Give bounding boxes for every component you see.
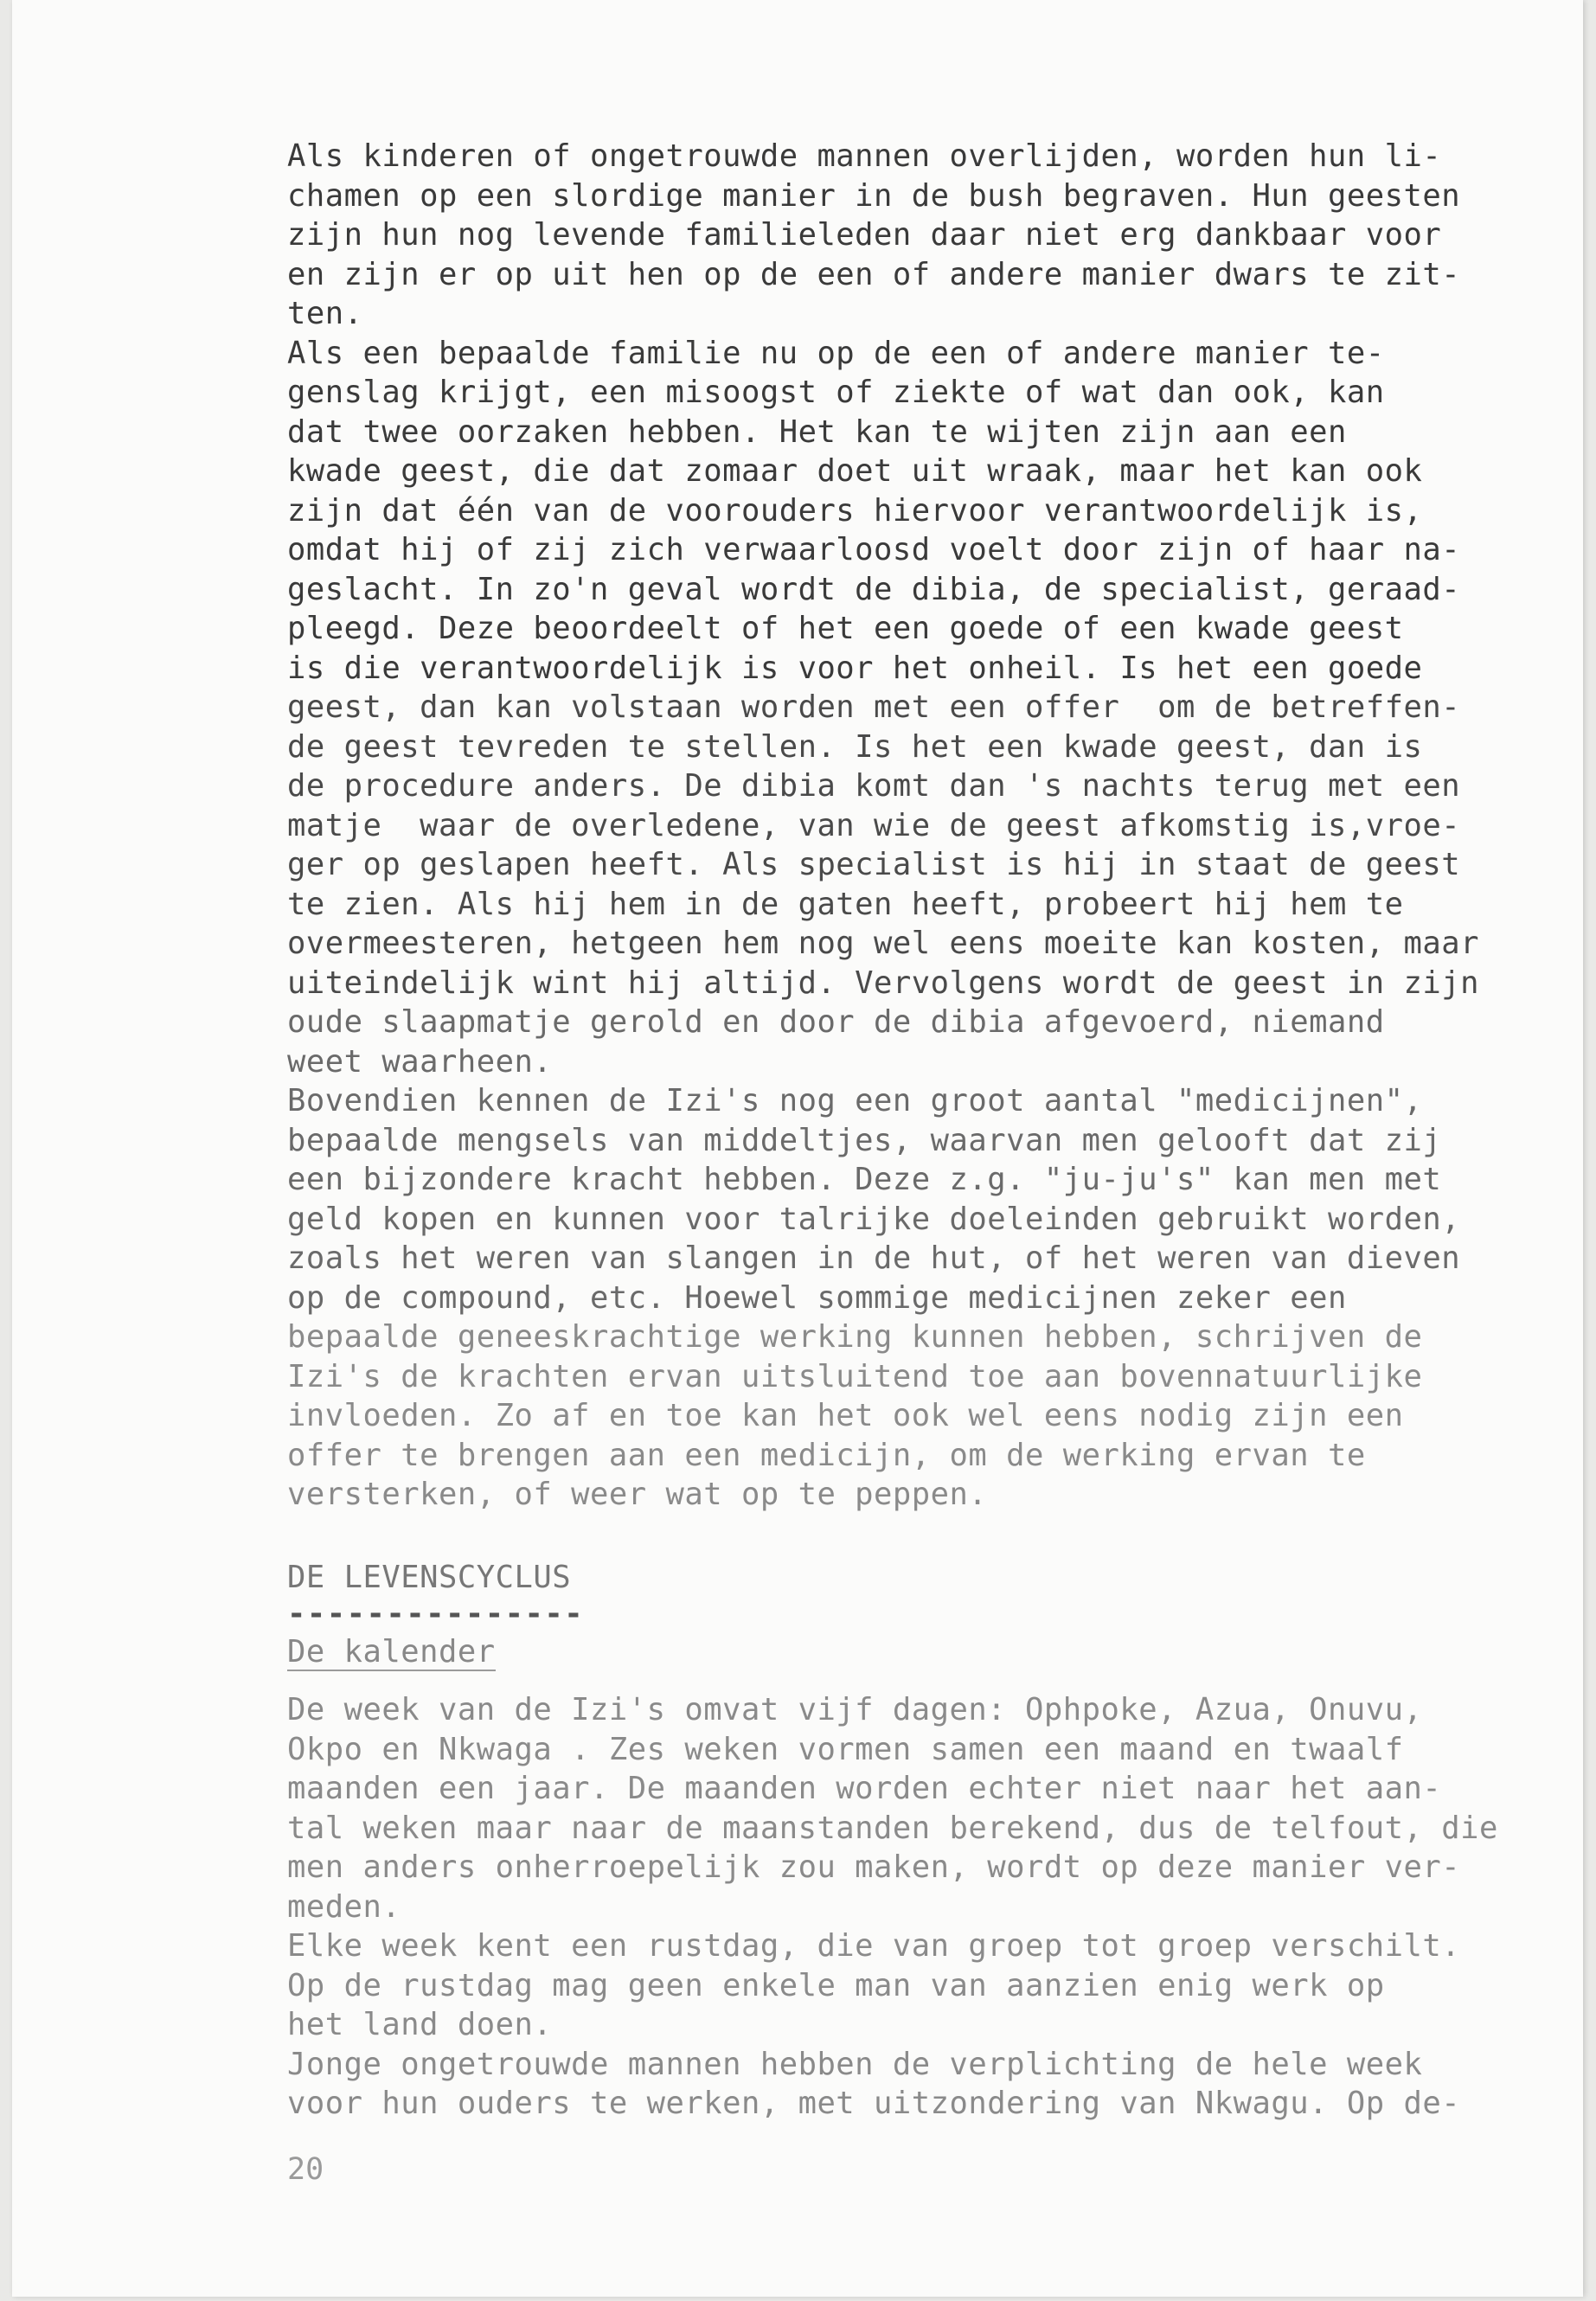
- text-line: voor hun ouders te werken, met uitzondering van Nkwagu. Op de-: [287, 2086, 1461, 2121]
- text-line: Elke week kent een rustdag, die van groep tot groep verschilt.: [287, 1928, 1461, 1964]
- text-line: maanden een jaar. De maanden worden echter niet naar het aan-: [287, 1771, 1442, 1806]
- section-heading-underline: ---------------: [287, 1595, 585, 1631]
- text-line: Bovendien kennen de Izi's nog een groot aantal "medicijnen",: [287, 1083, 1423, 1118]
- subsection-heading: De kalender: [287, 1633, 496, 1670]
- text-line: pleegd. Deze beoordeelt of het een goede of een kwade geest: [287, 611, 1404, 646]
- text-line: overmeesteren, hetgeen hem nog wel eens moeite kan kosten, maar: [287, 926, 1479, 961]
- text-line: Als kinderen of ongetrouwde mannen overlijden, worden hun li-: [287, 138, 1442, 174]
- text-line: bepaalde mengsels van middeltjes, waarvan men gelooft dat zij: [287, 1122, 1442, 1158]
- text-line: te zien. Als hij hem in de gaten heeft, probeert hij hem te: [287, 886, 1404, 922]
- text-line: oude slaapmatje gerold en door de dibia afgevoerd, niemand: [287, 1004, 1385, 1040]
- text-line: op de compound, etc. Hoewel sommige medicijnen zeker een: [287, 1279, 1347, 1316]
- section-heading: DE LEVENSCYCLUS: [287, 1559, 572, 1595]
- text-line: Jonge ongetrouwde mannen hebben de verplichting de hele week: [287, 2046, 1423, 2082]
- text-line: zijn hun nog levende familieleden daar niet erg dankbaar voor: [287, 217, 1442, 253]
- text-line: ten.: [287, 296, 363, 331]
- text-line: de geest tevreden te stellen. Is het een kwade geest, dan is: [287, 728, 1423, 765]
- text-line: Okpo en Nkwaga . Zes weken vormen samen een maand en twaalf: [287, 1731, 1404, 1767]
- body-text: [287, 137, 1533, 2124]
- text-line: chamen op een slordige manier in de bush begraven. Hun geesten: [287, 177, 1461, 214]
- text-line: invloeden. Zo af en toe kan het ook wel eens nodig zijn een: [287, 1398, 1404, 1433]
- document-page: [12, 0, 1583, 2297]
- page-number: 20: [287, 2152, 324, 2187]
- paragraphs-top: [287, 137, 1533, 1515]
- text-line: omdat hij of zij zich verwaarloosd voelt door zijn of haar na-: [287, 532, 1461, 567]
- text-line: weet waarheen.: [287, 1043, 553, 1080]
- subsection-heading-block: [287, 1632, 1533, 1672]
- text-line: zijn dat één van de voorouders hiervoor verantwoordelijk is,: [287, 492, 1423, 529]
- text-line: dat twee oorzaken hebben. Het kan te wijten zijn aan een: [287, 413, 1347, 450]
- text-line: Izi's de krachten ervan uitsluitend toe aan bovennatuurlijke: [287, 1358, 1423, 1394]
- text-line: Als een bepaalde familie nu op de een of andere manier te-: [287, 335, 1385, 371]
- text-line: De week van de Izi's omvat vijf dagen: Ophpoke, Azua, Onuvu,: [287, 1692, 1423, 1727]
- text-line: is die verantwoordelijk is voor het onheil. Is het een goede: [287, 650, 1423, 686]
- text-line: bepaalde geneeskrachtige werking kunnen hebben, schrijven de: [287, 1319, 1423, 1355]
- text-line: genslag krijgt, een misoogst of ziekte of wat dan ook, kan: [287, 375, 1385, 410]
- text-line: men anders onherroepelijk zou maken, wordt op deze manier ver-: [287, 1849, 1461, 1885]
- text-line: offer te brengen aan een medicijn, om de werking ervan te: [287, 1437, 1366, 1473]
- text-line: kwade geest, die dat zomaar doet uit wraak, maar het kan ook: [287, 453, 1423, 489]
- text-line: zoals het weren van slangen in de hut, of het weren van dieven: [287, 1240, 1461, 1276]
- text-line: uiteindelijk wint hij altijd. Vervolgens wordt de geest in zijn: [287, 965, 1479, 1001]
- text-line: de procedure anders. De dibia komt dan 's nachts terug met een: [287, 768, 1461, 804]
- text-line: ger op geslapen heeft. Als specialist is hij in staat de geest: [287, 847, 1461, 882]
- text-line: Op de rustdag mag geen enkele man van aanzien enig werk op: [287, 1967, 1385, 2003]
- text-line: geslacht. In zo'n geval wordt de dibia, de specialist, geraad-: [287, 571, 1461, 607]
- text-line: tal weken maar naar de maanstanden berekend, dus de telfout, die: [287, 1810, 1498, 1846]
- text-line: meden.: [287, 1888, 401, 1925]
- text-line: versterken, of weer wat op te peppen.: [287, 1477, 988, 1512]
- text-line: geld kopen en kunnen voor talrijke doeleinden gebruikt worden,: [287, 1201, 1461, 1237]
- text-line: een bijzondere kracht hebben. Deze z.g. "ju-ju's" kan men met: [287, 1162, 1442, 1197]
- text-line: het land doen.: [287, 2007, 553, 2042]
- text-line: geest, dan kan volstaan worden met een offer om de betreffen-: [287, 689, 1461, 725]
- text-line: en zijn er op uit hen op de een of andere manier dwars te zit-: [287, 256, 1461, 292]
- text-line: matje waar de overledene, van wie de geest afkomstig is,vroe-: [287, 807, 1461, 843]
- paragraphs-bottom: [287, 1690, 1533, 2124]
- section-heading-block: [287, 1558, 1533, 1629]
